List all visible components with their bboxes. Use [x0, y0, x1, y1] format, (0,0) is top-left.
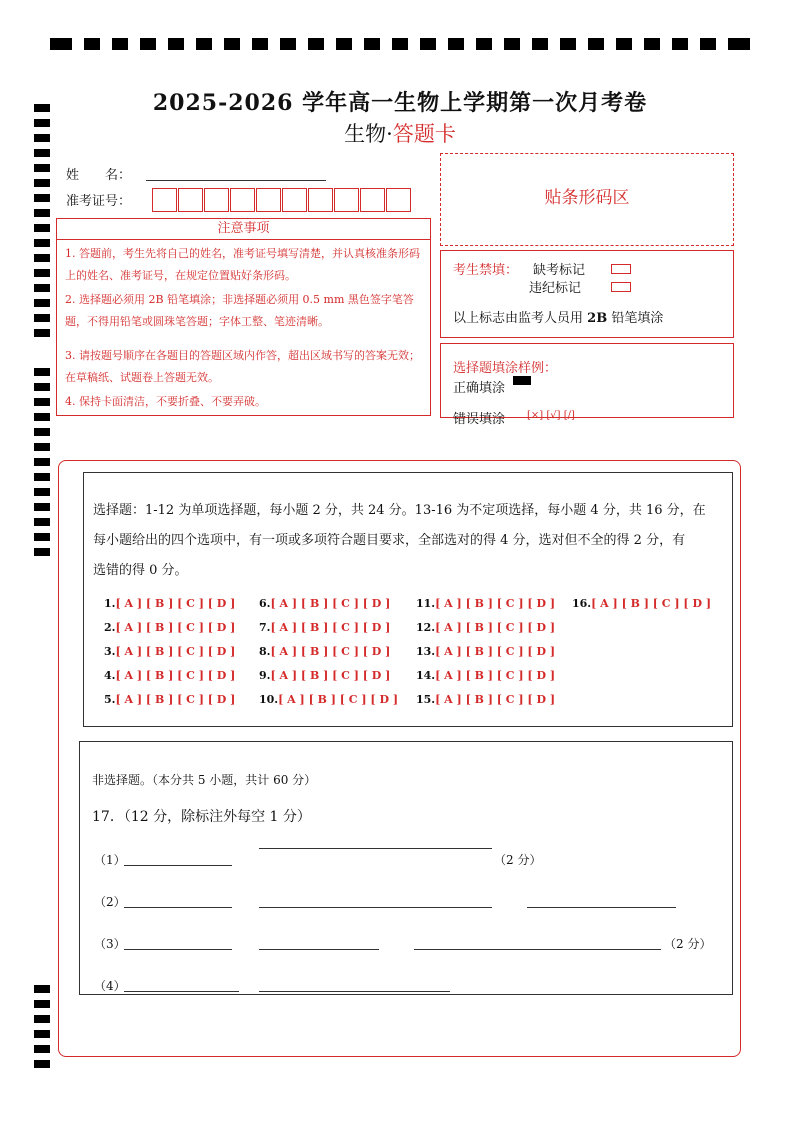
notice-heading: 注意事项 — [57, 219, 430, 240]
absent-mark[interactable] — [611, 264, 631, 274]
q17-2-blank-c[interactable] — [527, 907, 676, 908]
name-label: 姓 名： — [66, 168, 132, 183]
q17-2-label: （2） — [94, 895, 126, 909]
q17-1-blank-top[interactable] — [259, 848, 492, 849]
notice-item-3: 3. 请按题号顺序在各题目的答题区域内作答，超出区域书写的答案无效；在草稿纸、试题卷上答题无效。 — [65, 349, 420, 384]
mc-question-5[interactable]: 5.[ A ] [ B ] [ C ] [ D ] — [104, 693, 236, 706]
q17-3-blank-c[interactable] — [414, 949, 661, 950]
mc-question-1[interactable]: 1.[ A ] [ B ] [ C ] [ D ] — [104, 597, 236, 610]
q17-3-blank-a[interactable] — [124, 949, 232, 950]
mc-question-7[interactable]: 7.[ A ] [ B ] [ C ] [ D ] — [259, 621, 391, 634]
q17-1-score: （2 分） — [494, 853, 542, 867]
mc-intro-line-2: 每小题给出的四个选项中，有一项或多项符合题目要求，全部选对的得 4 分，选对但不全的得 2 分，有 — [93, 533, 686, 548]
q17-2-blank-a[interactable] — [124, 907, 232, 908]
notice-item-1: 1. 答题前，考生先将自己的姓名，准考证号填写清楚，并认真核准条形码上的姓名、准考证号，在规定位置贴好条形码。 — [65, 247, 420, 282]
forbidden-label: 考生禁填： — [453, 263, 519, 278]
mc-question-13[interactable]: 13.[ A ] [ B ] [ C ] [ D ] — [416, 645, 556, 658]
sample-wrong-marks: [×] [√] [/] — [527, 410, 575, 421]
absent-label: 缺考标记 — [533, 263, 586, 278]
mc-question-12[interactable]: 12.[ A ] [ B ] [ C ] [ D ] — [416, 621, 556, 634]
mc-question-4[interactable]: 4.[ A ] [ B ] [ C ] [ D ] — [104, 669, 236, 682]
q17-2-blank-b[interactable] — [259, 907, 492, 908]
mc-intro-line-3: 选错的得 0 分。 — [93, 563, 188, 578]
mc-question-11[interactable]: 11.[ A ] [ B ] [ C ] [ D ] — [416, 597, 556, 610]
sample-correct-mark — [513, 376, 531, 385]
name-field[interactable] — [146, 180, 326, 181]
notice-item-2: 2. 选择题必须用 2B 铅笔填涂；非选择题必须用 0.5 mm 黑色签字笔答题，不得用铅笔或圆珠笔答题；字体工整、笔迹清晰。 — [65, 293, 414, 328]
page-subtitle: 生物·答题卡 — [344, 122, 456, 146]
violation-mark[interactable] — [611, 282, 631, 292]
q17-1-label: （1） — [94, 853, 126, 867]
forbidden-box — [440, 250, 734, 338]
q17-4-blank-a[interactable] — [124, 991, 239, 992]
mc-question-9[interactable]: 9.[ A ] [ B ] [ C ] [ D ] — [259, 669, 391, 682]
q17-3-score: （2 分） — [664, 937, 712, 951]
mc-question-6[interactable]: 6.[ A ] [ B ] [ C ] [ D ] — [259, 597, 391, 610]
sample-wrong-label: 错误填涂 — [453, 412, 506, 427]
notice-box — [56, 218, 431, 416]
sample-box — [440, 343, 734, 427]
q17-3-label: （3） — [94, 937, 126, 951]
mc-intro-line-1: 选择题：1-12 为单项选择题，每小题 2 分，共 24 分。13-16 为不定项选择，每小题 4 分，共 16 分，在 — [93, 503, 706, 518]
mc-question-2[interactable]: 2.[ A ] [ B ] [ C ] [ D ] — [104, 621, 236, 634]
barcode-area: 贴条形码区 — [440, 153, 734, 246]
q17-4-blank-b[interactable] — [259, 991, 450, 992]
notice-item-4: 4. 保持卡面清洁，不要折叠、不要弄破。 — [65, 395, 266, 408]
sample-label: 选择题填涂样例： — [453, 361, 558, 376]
id-label: 准考证号： — [66, 194, 132, 209]
id-number-boxes[interactable] — [152, 188, 420, 212]
mc-question-8[interactable]: 8.[ A ] [ B ] [ C ] [ D ] — [259, 645, 391, 658]
mc-question-3[interactable]: 3.[ A ] [ B ] [ C ] [ D ] — [104, 645, 236, 658]
timing-marks-top — [50, 38, 750, 52]
q17-1-blank-a[interactable] — [124, 865, 232, 866]
violation-label: 违纪标记 — [529, 281, 582, 296]
page-title: 2025-2026 学年高一生物上学期第一次月考卷 — [152, 90, 648, 116]
nc-intro: 非选择题。（本分共 5 小题，共计 60 分） — [92, 773, 317, 787]
mc-question-15[interactable]: 15.[ A ] [ B ] [ C ] [ D ] — [416, 693, 556, 706]
q17-heading: 17．（12 分，除标注外每空 1 分） — [92, 809, 311, 825]
mc-question-14[interactable]: 14.[ A ] [ B ] [ C ] [ D ] — [416, 669, 556, 682]
q17-4-label: （4） — [94, 979, 126, 993]
forbidden-note: 以上标志由监考人员用 2B 铅笔填涂 — [453, 311, 664, 326]
mc-question-16[interactable]: 16.[ A ] [ B ] [ C ] [ D ] — [572, 597, 712, 610]
sample-correct-label: 正确填涂 — [453, 381, 506, 396]
q17-3-blank-b[interactable] — [259, 949, 379, 950]
mc-question-10[interactable]: 10.[ A ] [ B ] [ C ] [ D ] — [259, 693, 399, 706]
